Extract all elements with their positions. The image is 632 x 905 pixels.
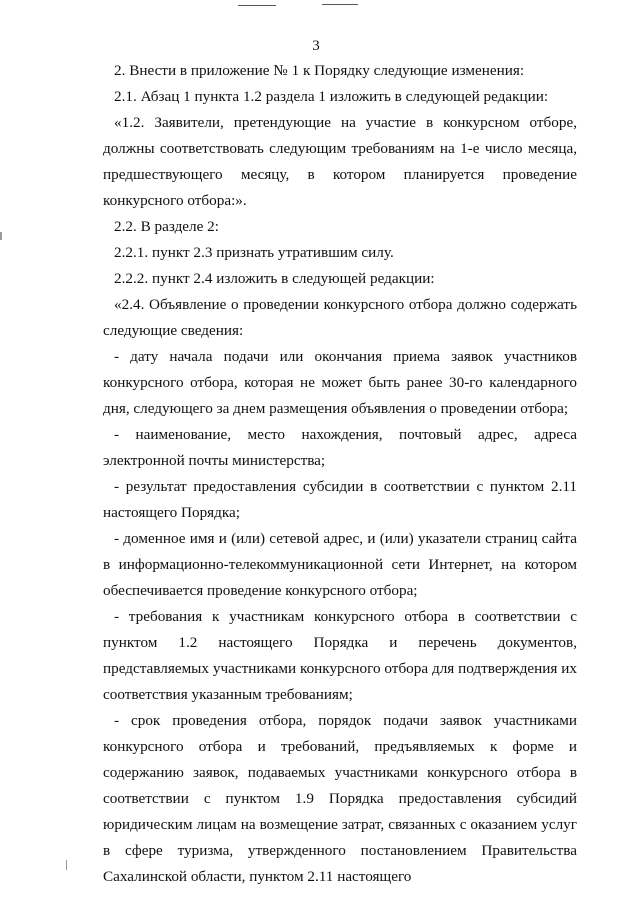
bullet-start-date: - дату начала подачи или окончания приема заявок участников конкурсного отбора, которая не может быть ранее 30-го календарного дня, следующего за днем размещения объявления о проведении отбора; [103, 348, 577, 417]
scan-edge-mark [0, 232, 2, 240]
paragraph-item-2-2: 2.2. В разделе 2: [114, 218, 219, 235]
bullet-subsidy-result: - результат предоставления субсидии в соответствии с пунктом 2.11 настоящего Порядка; [103, 478, 577, 521]
paragraph-quote-2-4: «2.4. Объявление о проведении конкурсного отбора должно содержать следующие сведения: [103, 296, 577, 339]
bullet-selection-period: - срок проведения отбора, порядок подачи заявок участниками конкурсного отбора и требований, предъявляемых к форме и содержанию заявок, подаваемых участниками конкурсного отбора в соответствии с пунктом 1.9 Порядка предоставления субсидий юридическим лицам на возмещение затрат, связанных с оказанием услуг в сфере туризма, утвержденного постановлением Правительства Сахалинской области, пунктом 2.11 настоящего [103, 712, 577, 885]
bullet-domain-name: - доменное имя и (или) сетевой адрес, и (или) указатели страниц сайта в информационно-телекоммуникационной сети Интернет, на котором обеспечивается проведение конкурсного отбора; [103, 530, 577, 599]
paragraph-item-2: 2. Внести в приложение № 1 к Порядку следующие изменения: [114, 62, 525, 79]
bullet-ministry-contacts: - наименование, место нахождения, почтовый адрес, адреса электронной почты министерства; [103, 426, 577, 469]
scan-artifact [238, 5, 276, 6]
paragraph-item-2-2-1: 2.2.1. пункт 2.3 признать утратившим силу. [114, 244, 394, 261]
paragraph-quote-1-2: «1.2. Заявители, претендующие на участие в конкурсном отборе, должны соответствовать следующим требованиям на 1-е число месяца, предшествующего месяцу, в котором планируется проведение конкурсного отбора:». [103, 114, 577, 209]
scan-artifact [322, 4, 358, 5]
bullet-participant-requirements: - требования к участникам конкурсного отбора в соответствии с пунктом 1.2 настоящего Порядка и перечень документов, представляемых участниками конкурсного отбора для подтверждения их соответствия указанным требованиям; [103, 608, 577, 703]
page-number: 3 [312, 38, 320, 54]
paragraph-item-2-2-2: 2.2.2. пункт 2.4 изложить в следующей редакции: [114, 270, 435, 287]
paragraph-item-2-1: 2.1. Абзац 1 пункта 1.2 раздела 1 изложить в следующей редакции: [114, 88, 549, 105]
document-body [103, 58, 577, 890]
scan-edge-mark [66, 860, 67, 870]
